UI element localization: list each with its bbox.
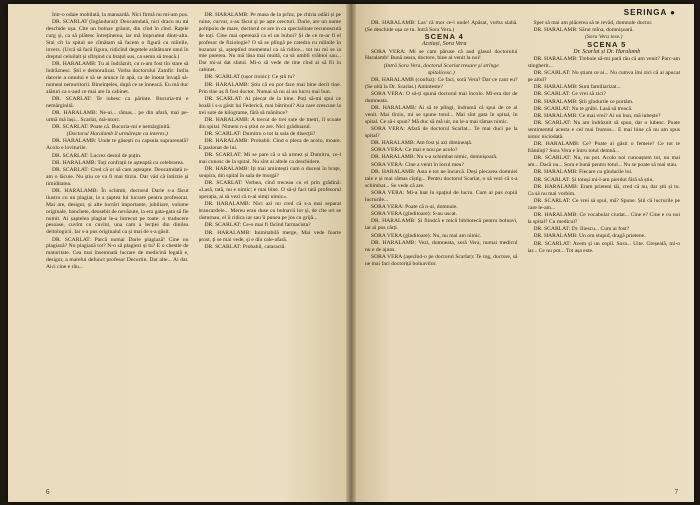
dialogue-line: DR. SCARLAT: Lucrez destul de puțin. (52, 152, 142, 159)
dialogue-line: DR. SCARLAT: Cred că or să cam așteapte. Deocamdată n-am o lăcuie. Nu știu ce va fi mai tîrziu. Dar văd că întîrzie și timiditatea. (46, 166, 189, 187)
dialogue-line: DR. HARALAMB: Am fost și azi dimineață. (371, 140, 473, 147)
left-page-column-2 (199, 12, 342, 467)
dialogue-line: DR. HARALAMB: Unde te găsești cu capsula suprarenală? Acolo e loviturile. (46, 138, 189, 152)
dialogue-line: DR. SCARLAT (îngândurat): Deocamdată, nici dracu nu mi deschide ușa. Cîte un bolnav grăunt, din cînd în cînd. Rațele curg și, ca să plătesc întreținerea, iar mă împrumut dintr-alta. Stai cît la spital ne cîmătam să facem o figură cu mîinile, invers. (Urcă să facă figura, ridicînd degetele arătătoare unul în dreptul celuilalt și sfîrșind cu brațul sus, ca semn să treacă.) (46, 19, 189, 60)
dialogue-line: DR. HARALAMB: Sunt familiarizat... (533, 84, 621, 91)
dialogue-line: DR. SCARLAT: Și totuși mi-l-am pierdut fără să știu. (533, 176, 654, 183)
dialogue-line: DR. HARALAMB: Și fiindcă e mică bibliotecă pentru bolnavi, iar ai pus cărți. (365, 218, 518, 232)
dialogue-line: DR. SCARLAT: Ai plecat de la bine. Poți să-mi spui ce boală i s-a găsit lui Federică, mai bătrînul? Aia care crescuse la trei sute de kilograme, fără să mănînce? (198, 95, 341, 116)
dialogue-line: SORA VERA (gînditoare): Nu, nu mai am nimic. (371, 232, 482, 239)
dialogue-line: DR. HARALAMB: Știi gîndurile ce purtăm. (533, 98, 634, 105)
right-page-column-2 (528, 20, 681, 467)
dialogue-line: DR. HARALAMB: Ce mai vrei? Ai un bun, mă iubește? (533, 113, 661, 120)
dialogue-line: SORA VERA: Mi-a luat în spațiul de lucru. Cum ai pus copiii lucrurile... (365, 189, 518, 203)
dialogue-line: DR. HARALAMB: Pe masa de la prînz, pe chiria odăii și pe ruine, curvar, s-au făcut și pe aște orecturi. Darie, are un nume poltipoiu de mare, doctorul ce are in ca specialitate recunoscută de toți. Cine mai operează ca el un buboi? Și de ce m-ar fi el profesor de fiziologie? O să se plîngă pe catedra cu mîinile în buzunar și, așteptînd momentul ca să ridice... tot nu mi se ia mie puterea. Nu mă lăsa mai multă, ca să umbli vrăbioi sau... Dar mi-ai dat sfatul. Mi-o să vede de tine cînd ai să fii în cabinet. (198, 12, 341, 74)
dialogue-line: DR. HARALAMB: Un om stupid, dragă prietene. (533, 233, 646, 240)
stage-direction: (Intră Sora Vera, doctorul Scarlat tresare și strînge spitalicesc.) (383, 62, 499, 76)
dialogue-line: DR. HARALAMB: Tu ai îndrăznit, cu n-am fost tîn stare să îndrăznesc. Știi e demoralizat. Vorba doctorului Zamfir: Intîia datorie a omului e să se arunce în apă, ca de înotat învață să-numeai nemuritorii. Bineînțeles, după ce se înneacă. Eu mă duc alături ca s-aud ce mai are în cabinet. (46, 60, 189, 95)
dialogue-line: SORA VERA: Afară de doctorul Scarlat... Te mai duci pe la spital? (365, 125, 518, 139)
dialogue-line: SORA VERA: Mi se cam păruse că aud glasul doctorului Haralamb! Bună seara, doctore, bine ai venit la noi! (365, 48, 518, 62)
scene-characters: Aceiași, Sora Vera (422, 41, 467, 48)
stage-direction: (Doctorul Haralamb îl urmărește cu interes.) (66, 131, 168, 138)
dialogue-line: DR. HARALAMB: Ai să te plîngi, îndrumă că spui de ce ai venit. Mai tîrziu, mi se spune totul... Mai sînt gata în spital, în spital. Ce să-i spun? Mă duc să mă uit, nu le-a mai rămas nimic. (365, 104, 518, 125)
running-header: SERINGA ● (623, 8, 676, 17)
dialogue-line: SORA VERA: Cine a venit în locul meu? (371, 161, 464, 168)
dialogue-line: DR. HARALAMB: Iți mai amintești cum o duceai în brațe, soupira, din spital în sala de morgă? (198, 166, 341, 180)
dialogue-line: DR. HARALAMB: Trebuie să-mi pară rău că am venit? Parc-am stingherit... (527, 56, 680, 69)
dialogue-line: DR. HARALAMB: Fiecare cu gîndurile lui. (533, 169, 633, 176)
dialogue-line: SORA VERA: Poate că n-ai, domnule. (371, 204, 458, 211)
scene-heading: SCENA 4 (424, 32, 464, 42)
dialogue-line: DR. HARALAMB: În schimb, doctorul Darie s-a făcut ilustru cu un plagiat, la a șaptea lui lucrare pentru profesorat. Mai are, desigur, și alte lucrări importante, jubiliare, volume originale, banchete, deosebit de nevăzute, la era gata-gata să fie numit. Ai șaptelea plagiat le-a întrecut pe toate: o traducere pesoase, cuvînt cu cuvînt, una cam a lecției din dinilea deltologicii. Iar s-a pus originalul ca și mai de s-a găsit. (46, 187, 189, 236)
dialogue-line: DR. HARALAMB: Ce? Poate ai găsit o femeie? Ce tot te frămînți? Sora Vera e întru totul demnă... (527, 141, 680, 155)
dialogue-line: DR. SCARLAT: Te iubesc ca părinte. Bucuria-mi e nemărginită. (46, 95, 189, 109)
dialogue-line: DR. HARALAMB: Ce vocabular ciudat... Cine e? Cine e cu noi la spital? Cu medicul? (527, 212, 680, 226)
left-page-number: 6 (46, 488, 50, 496)
dialogue-line: DR. HARALAMB: Toți confrații te așteaptă cu celebrarea. (52, 159, 185, 166)
dialogue-line: DR. HARALAMB: Las' că mor ce-l unde! Apăsat, vorba slabă. (Se deschide ușa ce tu. Intră Sora Vera.) (365, 20, 518, 33)
dialogue-line: DR. SCARLAT: Avem și un copil. Sora... Uite. Greșeală, mi-o iar... Ce nu pot... Tot așa este. (527, 240, 680, 254)
scene-characters: Dr. Scarlat și Dr. Haralamb (573, 48, 641, 55)
dialogue-line: DR. HARALAMB: A trecut de trei sute de metri, îl scoate din spital. Nimeni n-a știut ce are. Nici grădinarul. (198, 116, 341, 130)
dialogue-line: DR. HARALAMB: Eram prieteni tăi, cred că nu, dar știi și tu. Ca să nu mai vorbim. (527, 183, 680, 197)
dialogue-line: SORA VERA: Ce mai e nou pe acolo? (371, 147, 458, 154)
dialogue-line: DR. HARALAMB: Sărut mîna, domnișoară. (533, 27, 634, 34)
dialogue-line: DR. HARALAMB: Vezi, dumneata, soră Vera, numai medicul nu e de ajuns. (365, 239, 518, 253)
dialogue-line: DR. HARALAMB: Ne-ai... rămas... pe din afară, mai pe-urmă mă lași... Scarlat, mă-ntorc. (46, 109, 189, 123)
dialogue-line: DR. HARALAMB: Asta e tot ne încurcă. Deși plecarea domniei tale e și mai rămas cîștig... Pentru doctorul Scarlat, o să vezi că s-a schimbat... Se vede că are. (365, 168, 518, 189)
dialogue-line: DR. HARALAMB: Probabil. Cînd o pleca de acolo, moare. E pasionat de lui. (198, 138, 341, 151)
dialogue-line: DR. SCARLAT (ușor ironic): Ce știi tu? (204, 74, 295, 81)
dialogue-line: DR. HARALAMB: Inimitabilă merge, Mai vede foarte prost, ți se mai vede, și e din cale-afară. (198, 229, 341, 243)
dialogue-line: DR. SCARLAT: Nu te grăbi. Lasă să treacă. (533, 105, 633, 112)
dialogue-line: DR. SCARLAT: Ce vrei să zici? (533, 91, 606, 98)
stage-direction: (Sora Vera iese.) (585, 34, 623, 41)
left-page (8, 4, 351, 502)
dialogue-line: DR. HARALAMB: Știu că eu pot face mai bine decît tine. Prin tine aș fi fost doctor. Numai să nu ai un lucru mai bun. (198, 81, 341, 95)
dialogue-line: Intr-o odaie mobilată, la mansardă. Nici firmă nu mi-am pus. (52, 12, 189, 18)
dialogue-line: SORA VERA (așezînd-o pe doctorul Scarlat): Te rog, doctore, să ne mai faci doctoriță bolnavilor. (365, 253, 518, 267)
dialogue-line: DR. SCARLAT: Nu știam ce ai... Nu cumva îmi zici că ai apucat pe altul? (527, 70, 680, 84)
dialogue-line: DR. SCARLAT: Ce-o mai fi făcînd farmacista? (204, 222, 311, 229)
dialogue-line: DR. SCARLAT: Ce vrei să spui, mă? Spune. Știi că lucrurile pe care le-am... (527, 198, 680, 211)
open-book (8, 4, 694, 502)
right-page (351, 4, 694, 502)
dialogue-line: Sper să mai am plăcerea să te revăd, domnule doctor. (533, 20, 653, 26)
dialogue-line: SORA VERA: O să-ți spună doctorul mai încolo. Mi-era dor de dumneata. (365, 90, 518, 104)
dialogue-line: DR. SCARLAT: Dumitru o tot la sala de disecții? (204, 130, 316, 137)
right-page-number: 7 (674, 488, 678, 496)
dialogue-line: SORA VERA (gînditoare): S-au uscat. (371, 211, 458, 218)
dialogue-line: DR. HARALAMB (confuz): Ce faci, soră Vera? Dar ce caut eu? (Se uită la Dr. Scarlat.) Aminteste? (365, 76, 518, 90)
dialogue-line: DR. SCARLAT: Nu, nu pot. Acolo noi cunoaștem tot, nu mai am... Dacă nu... Sora e bună pentru totul... Nu se poate să mai stau. (527, 155, 680, 169)
scene-heading: SCENA 5 (587, 39, 627, 49)
dialogue-line: DR. HARALAMB: Nici azi nu cred că s-a mai separat brancardele... Mereu erau duse cu bolnavii lor și, de cîte ori se răsturnau, el îi ridica iar sau îi punea pe jos cu grijă... (198, 201, 341, 222)
dialogue-line: DR. SCARLAT: Probabil, cataractă. (204, 243, 286, 250)
dialogue-line: DR. SCARLAT: Mi se pare că o să urmez și Dumitru, ce-l mai cunosc de la spital. Nu sînt ai altele ca deschidere. (198, 152, 341, 166)
dialogue-line: DR. HARALAMB: Nu s-a schimbat nimic, domnișoară. (371, 154, 498, 161)
left-page-column-1 (46, 12, 189, 467)
book-gutter (346, 4, 356, 502)
dialogue-line: DR. SCARLAT: Dr. Iliescu... Cum ai fost? (533, 226, 630, 233)
right-page-column-1 (365, 20, 518, 467)
dialogue-line: DR. SCARLAT: Vorbea, cînd treceau cu el prin grădină: «Lasă, tată, nu e nimic; e mai bine. O să-ți faci tată profesorul operația, ai să vezi că n-ai simți nimic». (198, 180, 341, 201)
dialogue-line: DR. SCARLAT: Poate că. Bucuria-mi e nemărginită. (52, 123, 171, 130)
dialogue-line: DR. SCARLAT: Parcă numai Darie plagiază! Cine nu plagiază? Nu plagiază tot? N-o să plagiezi și tu? E o chestie de maturitate. Cea mai însemnată lucrare de medicină legală e, desigur, a marelui defunct profesor Decurtin. Dar alte... Ai dat. Aici cine e rău... (46, 236, 189, 271)
dialogue-line: DR. SCARLAT: Nu am îndrăznit să spun, dar o iubesc. Poate sentimentul acesta e cel mai frumos... E mai bine că nu am spus nimic niciodată. (527, 120, 680, 141)
